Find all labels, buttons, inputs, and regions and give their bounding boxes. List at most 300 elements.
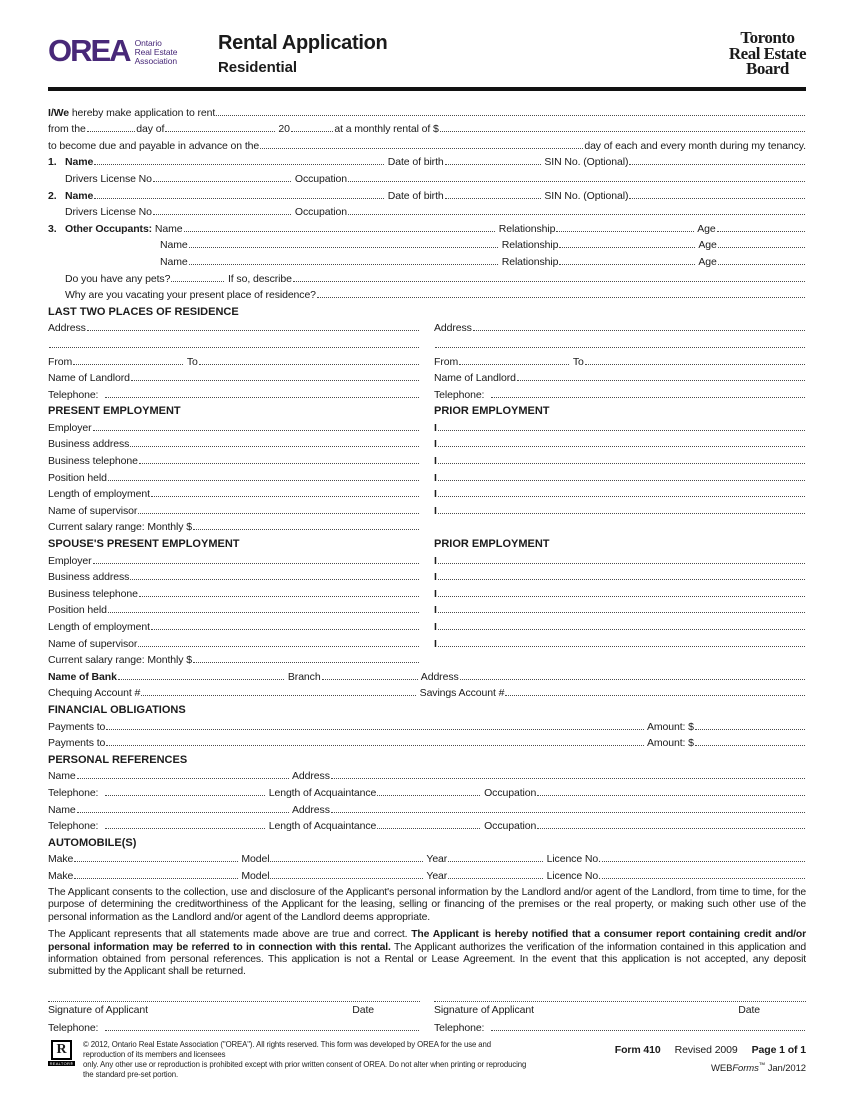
form-line <box>48 782 806 799</box>
date-label: Date <box>352 1003 374 1016</box>
input-line[interactable] <box>537 828 805 829</box>
field-label: 3. <box>48 222 57 235</box>
field-label: Address <box>418 670 459 683</box>
signature-block-applicant-2 <box>434 993 806 1035</box>
field-label: Telephone: <box>434 1022 491 1035</box>
form-meta <box>615 1040 806 1074</box>
form-line <box>48 185 806 202</box>
two-column-group <box>48 533 806 666</box>
field-label: from the <box>48 123 86 136</box>
input-line[interactable] <box>438 496 805 497</box>
field-label: Chequing Account # <box>48 687 141 700</box>
input-line[interactable] <box>87 131 136 132</box>
input-line[interactable] <box>74 878 237 879</box>
input-line[interactable] <box>440 131 805 132</box>
form-line <box>434 318 806 335</box>
input-line[interactable] <box>331 812 805 813</box>
section-heading: FINANCIAL OBLIGATIONS <box>48 703 186 716</box>
webforms-date: Jan/2012 <box>765 1063 806 1075</box>
field-label: Make <box>48 853 74 866</box>
input-line[interactable] <box>106 729 643 730</box>
field-label: I <box>434 554 437 567</box>
page-indicator: Page 1 of 1 <box>751 1044 806 1057</box>
input-line[interactable] <box>445 164 541 165</box>
field-label: Year <box>423 853 448 866</box>
header-divider <box>48 87 806 92</box>
input-line[interactable] <box>695 729 805 730</box>
copyright-line: © 2012, Ontario Real Estate Association ("OREA"). All rights reserved. This form was developed by OREA for the use and reproduction of its members and licensees <box>83 1040 492 1060</box>
form-body <box>48 102 806 979</box>
orea-subtext-line: Ontario <box>134 38 162 48</box>
input-line[interactable] <box>93 563 419 564</box>
form-line <box>48 849 806 866</box>
form-line <box>434 550 806 567</box>
field-label: Name <box>160 255 188 268</box>
form-line <box>48 384 420 401</box>
input-line[interactable] <box>291 131 333 132</box>
form-meta-line <box>615 1044 806 1056</box>
form-line <box>48 766 806 783</box>
input-line[interactable] <box>293 281 805 282</box>
form-line <box>48 517 420 534</box>
form-line <box>434 334 806 351</box>
field-label: Address <box>289 770 330 783</box>
input-line[interactable] <box>718 247 805 248</box>
form-line <box>48 816 806 833</box>
signature-labels <box>48 1004 420 1016</box>
input-line[interactable] <box>87 330 419 331</box>
field-label: I <box>434 471 437 484</box>
field-label: To <box>184 355 198 368</box>
signature-input-line[interactable] <box>48 993 420 1002</box>
form-line <box>48 119 806 136</box>
field-label: Model <box>238 853 270 866</box>
input-line[interactable] <box>718 264 805 265</box>
field-label: Name <box>48 770 76 783</box>
field-label: Date of birth <box>384 189 444 202</box>
signature-label: Signature of Applicant <box>48 1003 148 1016</box>
input-line[interactable] <box>49 347 419 348</box>
section-heading: PERSONAL REFERENCES <box>48 753 188 766</box>
input-line[interactable] <box>138 513 419 514</box>
field-label: Telephone: <box>434 388 491 401</box>
input-line[interactable] <box>322 679 418 680</box>
field-label: I <box>434 455 437 468</box>
field-label: Amount: $ <box>644 720 694 733</box>
form-line <box>48 600 420 617</box>
input-line[interactable] <box>435 347 805 348</box>
form-subtitle: Residential <box>218 59 297 76</box>
field-label: Name <box>152 222 183 235</box>
field-label: To <box>570 355 584 368</box>
copyright-notice <box>83 1040 535 1080</box>
field-label: Employer <box>48 554 92 567</box>
field-label: 1. <box>48 156 57 169</box>
input-line[interactable] <box>377 795 480 796</box>
field-label: Business telephone <box>48 587 138 600</box>
form-line <box>48 251 806 268</box>
input-line[interactable] <box>537 795 805 796</box>
field-label: I <box>434 587 437 600</box>
input-line[interactable] <box>108 480 419 481</box>
input-line[interactable] <box>141 695 416 696</box>
field-label: From <box>48 355 73 368</box>
form-line <box>434 500 806 517</box>
form-line <box>48 484 420 501</box>
input-line[interactable] <box>348 214 805 215</box>
form-line <box>48 733 806 750</box>
input-line[interactable] <box>189 247 498 248</box>
field-label: Length of Acquaintance <box>265 820 377 833</box>
input-line[interactable] <box>438 480 805 481</box>
field-label: Date of birth <box>384 156 444 169</box>
input-line[interactable] <box>131 380 419 381</box>
input-line[interactable] <box>74 861 237 862</box>
input-line[interactable] <box>559 264 695 265</box>
realtor-logo-letter: R <box>51 1040 72 1060</box>
webforms-pre: WEB <box>710 1063 733 1075</box>
field-label: at a monthly rental of $ <box>334 123 439 136</box>
right-column <box>434 318 806 401</box>
input-line[interactable] <box>505 695 805 696</box>
signature-section <box>48 993 806 1035</box>
form-line <box>434 384 806 401</box>
form-line <box>48 550 420 567</box>
field-label: Name of supervisor <box>48 637 138 650</box>
field-label: I <box>434 438 437 451</box>
form-line <box>48 683 806 700</box>
orea-logo <box>48 33 206 68</box>
orea-subtext-line: Association <box>134 56 177 66</box>
field-label: SIN No. (Optional) <box>541 189 629 202</box>
form-line <box>434 368 806 385</box>
input-line[interactable] <box>105 795 265 796</box>
form-line <box>434 600 806 617</box>
form-line <box>434 616 806 633</box>
input-line[interactable] <box>193 662 419 663</box>
field-label: Make <box>48 869 74 882</box>
field-label: I <box>434 504 437 517</box>
field-label: Telephone: <box>48 820 105 833</box>
input-line[interactable] <box>151 496 419 497</box>
input-line[interactable] <box>602 861 805 862</box>
input-line[interactable] <box>317 297 805 298</box>
field-label: Payments to <box>48 720 106 733</box>
field-label: Year <box>423 869 448 882</box>
form-line <box>48 1018 420 1035</box>
form-line <box>48 268 806 285</box>
field-label: Drivers License No <box>65 172 152 185</box>
form-line <box>48 102 806 119</box>
input-line[interactable] <box>602 878 805 879</box>
input-line[interactable] <box>517 380 805 381</box>
input-line[interactable] <box>139 596 419 597</box>
field-label: Length of employment <box>48 621 150 633</box>
field-label: Why are you vacating your present place of residence? <box>65 289 316 302</box>
field-label: I <box>434 488 437 501</box>
field-label: 20 <box>275 123 290 136</box>
field-label: Business address <box>48 438 130 451</box>
field-label: Age <box>696 239 717 252</box>
input-line[interactable] <box>139 463 419 464</box>
input-line[interactable] <box>199 364 419 365</box>
legal-paragraph: The Applicant represents that all statements made above are true and correct. The Applicant is hereby notified that a consumer report containing credit and/or personal information may be referred to in connection with this rental. The Applicant authorizes the verification of the information contained in this application and information obtained from personal references. This application is not a Rental or Lease Agreement. In the event that this application is not accepted, any deposit submitted by the Applicant shall be returned. <box>48 929 806 978</box>
copyright-line: only. Any other use or reproduction is prohibited except with prior written consent of OREA. Do not alter when printing or reproducing the standard pre-set portion. <box>83 1060 527 1080</box>
input-line[interactable] <box>377 828 480 829</box>
form-line <box>48 152 806 169</box>
input-line[interactable] <box>438 446 805 447</box>
realtor-logo <box>48 1040 75 1066</box>
field-label: Branch <box>285 670 321 683</box>
input-line[interactable] <box>151 629 419 630</box>
section-heading: LAST TWO PLACES OF RESIDENCE <box>48 305 239 318</box>
form-line <box>48 434 420 451</box>
field-label: Business address <box>48 571 130 584</box>
form-line <box>434 484 806 501</box>
field-label: Relationship <box>498 255 559 268</box>
form-line <box>48 716 806 733</box>
left-column <box>48 318 420 401</box>
field-label: Address <box>434 322 472 335</box>
input-line[interactable] <box>695 745 805 746</box>
field-label: Occupation <box>481 786 537 799</box>
treb-logo-line: Real Estate <box>728 43 806 63</box>
signature-label: Signature of Applicant <box>434 1003 534 1016</box>
field-label: Relationship <box>498 239 559 252</box>
field-label: Name of supervisor <box>48 504 138 517</box>
input-line[interactable] <box>448 878 543 879</box>
form-footer <box>48 1040 806 1080</box>
field-label: Licence No. <box>543 869 601 882</box>
input-line[interactable] <box>459 364 569 365</box>
input-line[interactable] <box>438 430 805 431</box>
input-line[interactable] <box>438 579 805 580</box>
form-line <box>48 218 806 235</box>
field-label: to become due and payable in advance on the <box>48 139 260 152</box>
two-column-group <box>48 318 806 401</box>
input-line[interactable] <box>438 646 805 647</box>
field-label: SIN No. (Optional) <box>541 156 629 169</box>
field-label: Drivers License No <box>65 206 152 219</box>
field-label: Name <box>65 189 94 202</box>
input-line[interactable] <box>216 115 805 116</box>
form-line <box>48 285 806 302</box>
input-line[interactable] <box>629 164 805 165</box>
form-line <box>48 799 806 816</box>
input-line[interactable] <box>108 612 419 613</box>
treb-logo-line: Toronto <box>740 28 795 47</box>
form-line <box>48 467 420 484</box>
field-label: Age <box>694 222 716 235</box>
form-line <box>48 666 806 683</box>
orea-acronym: OREA <box>48 33 130 68</box>
input-line[interactable] <box>717 231 805 232</box>
field-label: Amount: $ <box>644 737 694 750</box>
form-line <box>434 467 806 484</box>
field-label: Other Occupants: <box>65 222 153 235</box>
input-line[interactable] <box>118 679 284 680</box>
input-line[interactable] <box>331 778 805 779</box>
input-line[interactable] <box>77 812 289 813</box>
input-line[interactable] <box>73 364 183 365</box>
signature-block-applicant-1 <box>48 993 420 1035</box>
field-label: I <box>434 621 437 633</box>
field-label: Name of Landlord <box>434 372 516 385</box>
orea-subtext <box>135 39 178 66</box>
input-line[interactable] <box>93 430 419 431</box>
field-label: I <box>434 421 437 434</box>
input-line[interactable] <box>260 148 583 149</box>
form-line <box>48 202 806 219</box>
field-label: Address <box>289 803 330 816</box>
orea-subtext-line: Real Estate <box>134 47 178 57</box>
input-line[interactable] <box>559 247 695 248</box>
input-line[interactable] <box>130 446 419 447</box>
field-label: Telephone: <box>48 1022 105 1035</box>
field-label: Length of employment <box>48 488 150 501</box>
form-line <box>434 583 806 600</box>
input-line[interactable] <box>348 181 805 182</box>
form-line <box>434 567 806 584</box>
form-line <box>48 168 806 185</box>
form-line <box>434 417 806 434</box>
form-line <box>48 368 420 385</box>
input-line[interactable] <box>105 1030 419 1031</box>
form-line <box>434 450 806 467</box>
form-line <box>434 1018 806 1035</box>
input-line[interactable] <box>438 463 805 464</box>
field-label: day of <box>136 123 165 136</box>
input-line[interactable] <box>77 778 289 779</box>
input-line[interactable] <box>473 330 805 331</box>
field-label: Name of Landlord <box>48 372 130 385</box>
input-line[interactable] <box>448 861 543 862</box>
input-line[interactable] <box>153 214 291 215</box>
field-label: I/We <box>48 106 69 119</box>
form-line <box>434 633 806 650</box>
field-label: Savings Account # <box>416 687 505 700</box>
form-line <box>48 865 806 882</box>
date-label: Date <box>738 1003 760 1016</box>
input-line[interactable] <box>556 231 694 232</box>
field-label: Position held <box>48 604 107 617</box>
form-line <box>48 583 420 600</box>
input-line[interactable] <box>460 679 805 680</box>
input-line[interactable] <box>94 164 384 165</box>
input-line[interactable] <box>438 612 805 613</box>
field-label: Business telephone <box>48 455 138 468</box>
field-label: 2. <box>48 189 57 202</box>
form-line <box>48 235 806 252</box>
field-label: Current salary range: Monthly $ <box>48 654 192 667</box>
input-line[interactable] <box>94 198 384 199</box>
field-label: Licence No. <box>543 853 601 866</box>
field-label: Payments to <box>48 737 106 750</box>
input-line[interactable] <box>105 397 419 398</box>
realtor-logo-label: REALTOR® <box>49 1061 74 1067</box>
field-label: Telephone: <box>48 388 105 401</box>
input-line[interactable] <box>491 1030 805 1031</box>
field-label: Name <box>160 239 188 252</box>
trademark-symbol: ™ <box>758 1062 766 1070</box>
input-line[interactable] <box>106 745 643 746</box>
left-column <box>48 533 420 666</box>
section-heading: SPOUSE'S PRESENT EMPLOYMENT <box>48 538 240 551</box>
form-line <box>434 434 806 451</box>
input-line[interactable] <box>438 596 805 597</box>
form-line <box>48 450 420 467</box>
input-line[interactable] <box>585 364 805 365</box>
section-heading: AUTOMOBILE(S) <box>48 836 137 849</box>
field-label: Current salary range: Monthly $ <box>48 521 192 534</box>
field-label: Model <box>238 869 270 882</box>
field-label: day of each and every month during my tenancy. <box>584 139 806 152</box>
input-line[interactable] <box>270 861 422 862</box>
field-label: I <box>434 637 437 650</box>
form-line <box>48 351 420 368</box>
form-line <box>48 633 420 650</box>
signature-input-line[interactable] <box>434 993 806 1002</box>
field-label: Relationship <box>495 222 556 235</box>
input-line[interactable] <box>165 131 274 132</box>
webforms-name: Forms <box>732 1063 759 1075</box>
field-label: From <box>434 355 459 368</box>
input-line[interactable] <box>130 579 419 580</box>
field-label: hereby make application to rent <box>69 106 216 119</box>
field-label: Employer <box>48 421 92 434</box>
form-line <box>48 135 806 152</box>
field-label: Position held <box>48 471 107 484</box>
input-line[interactable] <box>189 264 498 265</box>
field-label: Telephone: <box>48 786 105 799</box>
input-line[interactable] <box>138 646 419 647</box>
field-label: Age <box>696 255 717 268</box>
treb-logo <box>729 30 806 77</box>
form-line <box>48 500 420 517</box>
input-line[interactable] <box>438 563 805 564</box>
title-block <box>218 32 387 76</box>
field-label: Name <box>65 156 94 169</box>
input-line[interactable] <box>153 181 291 182</box>
input-line[interactable] <box>445 198 541 199</box>
form-number: Form 410 <box>614 1044 661 1057</box>
form-line <box>48 334 420 351</box>
legal-paragraph: The Applicant consents to the collection, use and disclosure of the Applicant's personal information by the Landlord and/or agent of the Landlord, from time to time, for the purpose of determining the creditworthiness of the Applicant for the leasing, selling or financing of the premises or the real property, or making such other use of the personal information as the Landlord and/or agent of the Landlord deems appropriate. <box>48 886 806 923</box>
field-label: Occupation <box>481 820 537 833</box>
input-line[interactable] <box>438 513 805 514</box>
input-line[interactable] <box>171 281 224 282</box>
form-header <box>48 30 806 77</box>
input-line[interactable] <box>491 397 805 398</box>
field-label: Name <box>48 803 76 816</box>
form-line <box>434 351 806 368</box>
left-column <box>48 401 420 534</box>
field-label: Name of Bank <box>48 670 117 683</box>
input-line[interactable] <box>270 878 422 879</box>
input-line[interactable] <box>184 231 495 232</box>
field-label: If so, describe <box>225 272 292 285</box>
input-line[interactable] <box>193 529 419 530</box>
input-line[interactable] <box>105 828 265 829</box>
input-line[interactable] <box>438 629 805 630</box>
form-line <box>48 318 420 335</box>
form-line <box>48 650 420 667</box>
form-line <box>48 417 420 434</box>
input-line[interactable] <box>629 198 805 199</box>
field-label: Occupation <box>292 172 348 185</box>
field-label: I <box>434 604 437 617</box>
webforms-credit <box>615 1062 806 1074</box>
